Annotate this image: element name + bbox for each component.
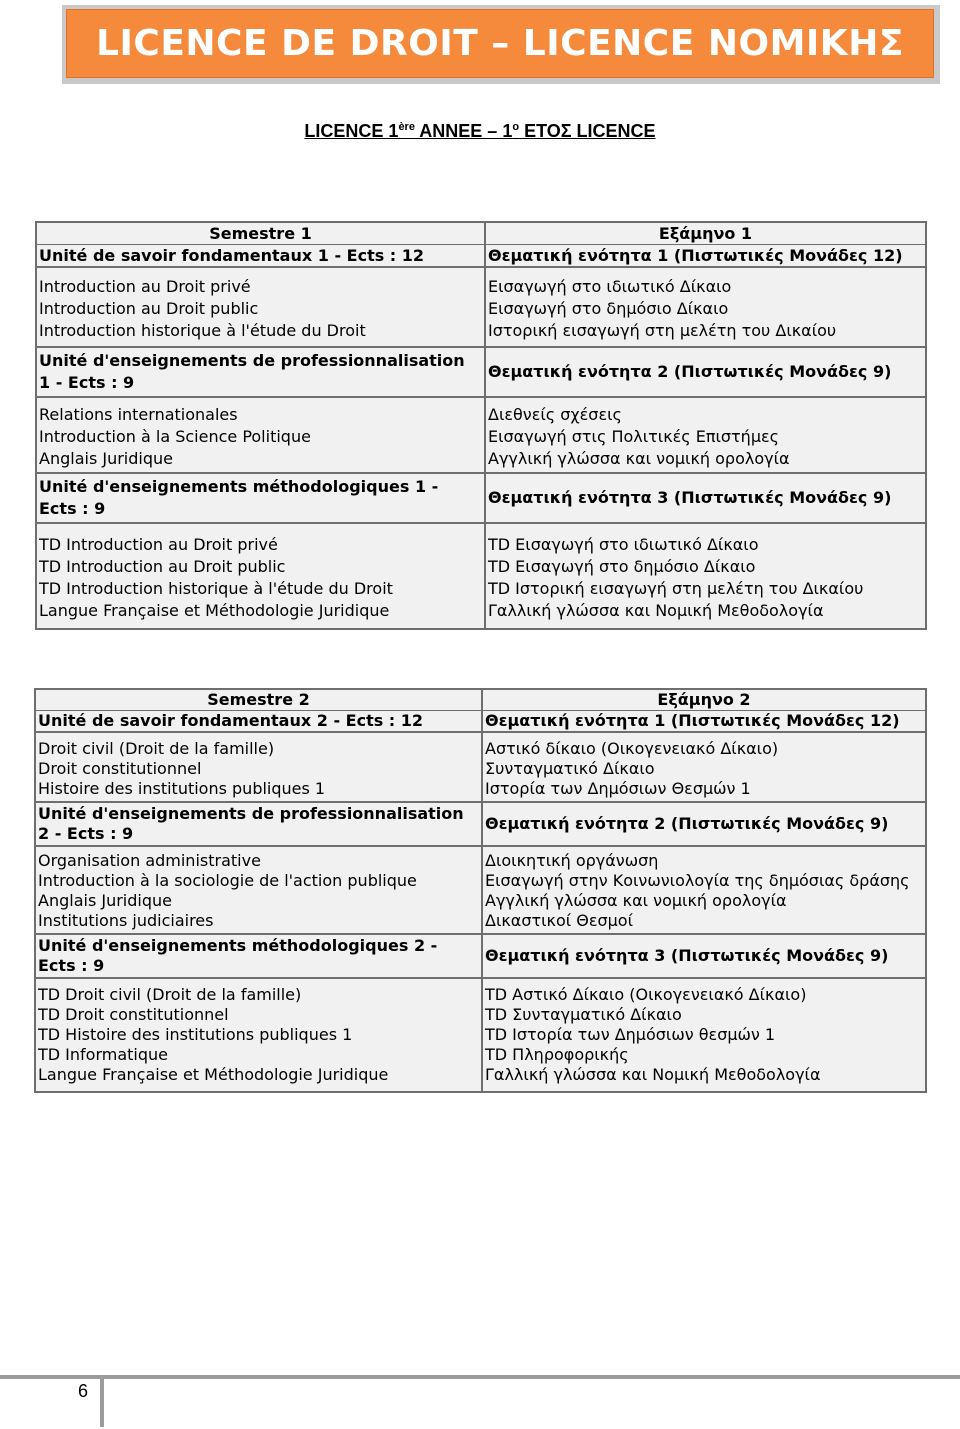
semester2-courses3-row	[35, 978, 926, 1092]
course-line: TD Droit constitutionnel	[38, 1005, 229, 1024]
course-line: Institutions judiciaires	[38, 911, 214, 930]
semester1-courses1-fr	[36, 267, 485, 347]
semester1-courses3-row	[36, 523, 926, 629]
semester1-unit3-row	[36, 473, 926, 523]
subtitle-part3: ΕΤΟΣ LICENCE	[519, 121, 656, 141]
title-banner	[66, 9, 934, 78]
course-line: Langue Française et Méthodologie Juridique	[39, 601, 390, 620]
course-line: Introduction historique à l'étude du Droit	[39, 321, 366, 340]
course-line: TD Πληροφορικής	[485, 1045, 629, 1064]
semester2-unit3-gr: Θεματική ενότητα 3 (Πιστωτικές Μονάδες 9)	[482, 934, 926, 978]
course-line: Relations internationales	[39, 405, 238, 424]
subtitle-sup2: ο	[512, 121, 520, 133]
course-line: Ects : 9	[39, 499, 106, 518]
course-line: 1 - Ects : 9	[39, 373, 135, 392]
course-line: Unité d'enseignements méthodologiques 2 -	[38, 936, 438, 955]
semester1-header-fr: Semestre 1	[36, 222, 485, 245]
course-line: TD Αστικό Δίκαιο (Οικογενειακό Δίκαιο)	[485, 985, 807, 1004]
banner-title: LICENCE DE DROIT – LICENCE ΝΟΜΙΚΗΣ	[96, 23, 904, 64]
course-line: Anglais Juridique	[38, 891, 172, 910]
semester2-courses3-fr	[35, 978, 482, 1092]
semester1-unit2-row	[36, 347, 926, 397]
semester1-courses3-gr	[485, 523, 926, 629]
course-line: TD Introduction historique à l'étude du Droit	[39, 579, 393, 598]
semester2-unit3-fr	[35, 934, 482, 978]
semester1-unit2-gr: Θεματική ενότητα 2 (Πιστωτικές Μονάδες 9)	[485, 347, 926, 397]
course-line: Ects : 9	[38, 956, 105, 975]
semester2-unit2-row	[35, 802, 926, 846]
course-line: Εισαγωγή στις Πολιτικές Επιστήμες	[488, 427, 780, 446]
course-line: TD Introduction au Droit privé	[39, 535, 278, 554]
subtitle-sup1: ère	[398, 121, 415, 133]
semester2-courses2-row	[35, 846, 926, 934]
semester2-courses1-gr	[482, 732, 926, 802]
subtitle-part2: ANNEE – 1	[414, 121, 513, 141]
semester2-unit2-gr: Θεματική ενότητα 2 (Πιστωτικές Μονάδες 9)	[482, 802, 926, 846]
course-line: Δικαστικοί Θεσμοί	[485, 911, 634, 930]
semester1-table	[35, 221, 927, 630]
course-line: Διοικητική οργάνωση	[485, 851, 659, 870]
course-line: Unité d'enseignements de professionnalisation	[38, 804, 464, 823]
course-line: Histoire des institutions publiques 1	[38, 779, 326, 798]
semester1-header-row	[36, 222, 926, 245]
semester1-unit1-fr: Unité de savoir fondamentaux 1 - Ects : 12	[36, 245, 485, 268]
subtitle-part1: LICENCE 1	[304, 121, 399, 141]
semester1-courses2-fr	[36, 397, 485, 473]
semester2-courses1-row	[35, 732, 926, 802]
course-line: Διεθνείς σχέσεις	[488, 405, 622, 424]
course-line: TD Introduction au Droit public	[39, 557, 286, 576]
course-line: Droit civil (Droit de la famille)	[38, 739, 275, 758]
course-line: Γαλλική γλώσσα και Νομική Μεθοδολογία	[488, 601, 824, 620]
semester1-unit1-row	[36, 245, 926, 268]
semester1-courses3-fr	[36, 523, 485, 629]
semester2-header-fr: Semestre 2	[35, 689, 482, 711]
course-line: Introduction au Droit public	[39, 299, 259, 318]
course-line: Introduction à la sociologie de l'action publique	[38, 871, 417, 890]
semester1-unit2-fr	[36, 347, 485, 397]
course-line: Unité d'enseignements de professionnalisation	[39, 351, 465, 370]
semester2-unit2-fr	[35, 802, 482, 846]
course-line: TD Droit civil (Droit de la famille)	[38, 985, 302, 1004]
course-line: Introduction à la Science Politique	[39, 427, 311, 446]
semester1-unit3-gr: Θεματική ενότητα 3 (Πιστωτικές Μονάδες 9)	[485, 473, 926, 523]
course-line: Αστικό δίκαιο (Οικογενειακό Δίκαιο)	[485, 739, 779, 758]
course-line: Ιστορία των Δημόσιων Θεσμών 1	[485, 779, 751, 798]
semester1-courses1-row	[36, 267, 926, 347]
semester2-courses2-gr	[482, 846, 926, 934]
course-line: TD Εισαγωγή στο ιδιωτικό Δίκαιο	[488, 535, 759, 554]
page-number: 6	[78, 1381, 89, 1401]
footer-vertical-rule	[100, 1377, 104, 1427]
course-line: Anglais Juridique	[39, 449, 173, 468]
course-line: Αγγλική γλώσσα και νομική ορολογία	[488, 449, 790, 468]
course-line: Εισαγωγή στο ιδιωτικό Δίκαιο	[488, 277, 732, 296]
course-line: TD Informatique	[38, 1045, 169, 1064]
course-line: TD Συνταγματικό Δίκαιο	[485, 1005, 682, 1024]
semester2-courses3-gr	[482, 978, 926, 1092]
course-line: Εισαγωγή στο δημόσιο Δίκαιο	[488, 299, 729, 318]
course-line: 2 - Ects : 9	[38, 824, 134, 843]
course-line: TD Histoire des institutions publiques 1	[38, 1025, 353, 1044]
course-line: Unité d'enseignements méthodologiques 1 -	[39, 477, 439, 496]
semester2-unit1-gr: Θεματική ενότητα 1 (Πιστωτικές Μονάδες 12)	[482, 711, 926, 733]
semester2-header-gr: Εξάμηνο 2	[482, 689, 926, 711]
year-subtitle	[0, 121, 960, 142]
course-line: Συνταγματικό Δίκαιο	[485, 759, 655, 778]
course-line: Introduction au Droit privé	[39, 277, 251, 296]
course-line: Αγγλική γλώσσα και νομική ορολογία	[485, 891, 787, 910]
course-line: TD Ιστορία των Δημόσιων θεσμών 1	[485, 1025, 776, 1044]
semester1-courses1-gr	[485, 267, 926, 347]
course-line: Droit constitutionnel	[38, 759, 202, 778]
semester1-unit3-fr	[36, 473, 485, 523]
semester2-unit1-row	[35, 711, 926, 733]
semester2-unit3-row	[35, 934, 926, 978]
course-line: Γαλλική γλώσσα και Νομική Μεθοδολογία	[485, 1065, 821, 1084]
semester1-unit1-gr: Θεματική ενότητα 1 (Πιστωτικές Μονάδες 12)	[485, 245, 926, 268]
semester1-courses2-gr	[485, 397, 926, 473]
semester2-courses1-fr	[35, 732, 482, 802]
course-line: Organisation administrative	[38, 851, 261, 870]
footer-divider	[0, 1375, 960, 1379]
course-line: TD Ιστορική εισαγωγή στη μελέτη του Δικαίου	[488, 579, 864, 598]
course-line: TD Εισαγωγή στο δημόσιο Δίκαιο	[488, 557, 756, 576]
semester2-table	[34, 688, 927, 1093]
semester1-header-gr: Εξάμηνο 1	[485, 222, 926, 245]
course-line: Εισαγωγή στην Κοινωνιολογία της δημόσιας δράσης	[485, 871, 910, 890]
semester2-unit1-fr: Unité de savoir fondamentaux 2 - Ects : 12	[35, 711, 482, 733]
semester1-courses2-row	[36, 397, 926, 473]
semester2-courses2-fr	[35, 846, 482, 934]
semester2-header-row	[35, 689, 926, 711]
course-line: Langue Française et Méthodologie Juridique	[38, 1065, 389, 1084]
banner-shadow	[62, 5, 940, 84]
course-line: Ιστορική εισαγωγή στη μελέτη του Δικαίου	[488, 321, 837, 340]
